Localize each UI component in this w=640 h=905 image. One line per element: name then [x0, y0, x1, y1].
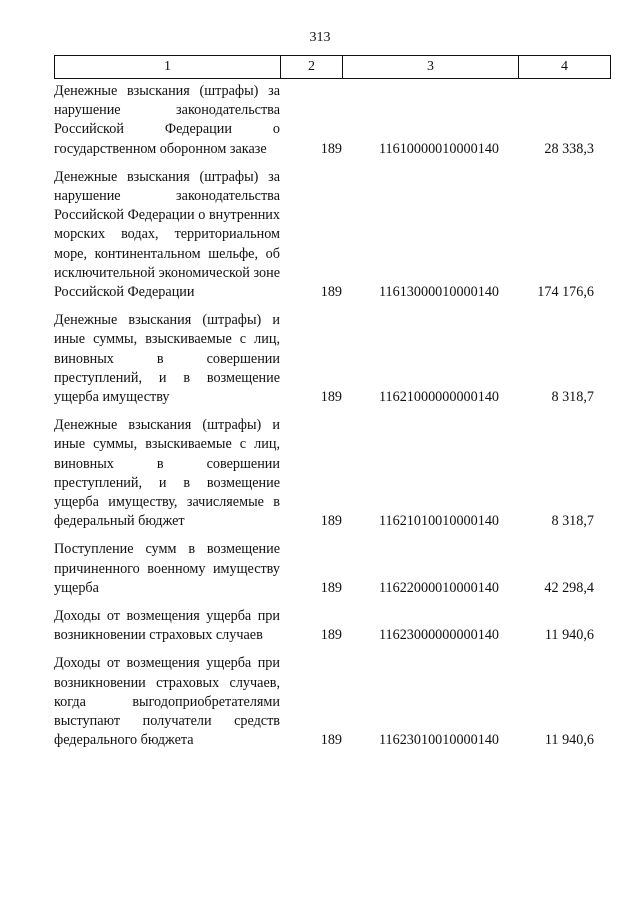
row-admin-code: 189 — [320, 627, 342, 644]
column-header-table — [54, 55, 611, 79]
table-body — [54, 82, 610, 760]
row-admin-code: 189 — [320, 389, 342, 406]
row-name: Денежные взыскания (штрафы) за нарушение законодательства Российской Федерации о государственном оборонном заказе — [54, 83, 280, 157]
row-revenue-code: 11622000010000140 — [378, 579, 500, 596]
row-amount: 11 940,6 — [544, 732, 594, 749]
table-row — [54, 540, 610, 598]
row-admin-code: 189 — [320, 140, 342, 157]
table-row — [54, 168, 610, 302]
row-name: Денежные взыскания (штрафы) и иные суммы, взыскиваемые с лиц, виновных в совершении преступлений, и в возмещение ущерба имуществу, зачисляемые в федеральный бюджет — [54, 417, 280, 530]
table-row — [54, 654, 610, 750]
header-col-2: 2 — [281, 56, 343, 79]
row-amount: 42 298,4 — [544, 579, 594, 596]
row-admin-code: 189 — [320, 579, 342, 596]
row-name: Денежные взыскания (штрафы) и иные суммы, взыскиваемые с лиц, виновных в совершении преступлений, и в возмещение ущерба имуществу — [54, 312, 280, 406]
page-number: 313 — [309, 30, 331, 45]
row-revenue-code: 11610000010000140 — [378, 140, 500, 157]
table-row — [54, 416, 610, 531]
row-amount: 174 176,6 — [537, 284, 594, 301]
row-admin-code: 189 — [320, 513, 342, 530]
table-row — [54, 82, 610, 159]
row-revenue-code: 11621000000000140 — [378, 389, 500, 406]
row-revenue-code: 11623000000000140 — [378, 627, 500, 644]
table-row — [54, 607, 610, 645]
row-admin-code: 189 — [320, 732, 342, 749]
header-col-3: 3 — [343, 56, 519, 79]
row-revenue-code: 11613000010000140 — [378, 284, 500, 301]
header-row — [55, 56, 611, 79]
row-admin-code: 189 — [320, 284, 342, 301]
row-name: Поступление сумм в возмещение причиненного военному имуществу ущерба — [54, 541, 280, 596]
row-revenue-code: 11623010010000140 — [378, 732, 500, 749]
row-amount: 8 318,7 — [551, 513, 594, 530]
header-col-1: 1 — [55, 56, 281, 79]
row-amount: 11 940,6 — [544, 627, 594, 644]
row-name: Доходы от возмещения ущерба при возникновении страховых случаев — [54, 608, 280, 644]
row-revenue-code: 11621010010000140 — [378, 513, 500, 530]
table-row — [54, 311, 610, 407]
row-name: Денежные взыскания (штрафы) за нарушение законодательства Российской Федерации о внутренних морских водах, территориальном море, континентальном шельфе, об исключительной экономической зоне Российской Федерации — [54, 168, 280, 301]
row-amount: 8 318,7 — [551, 389, 594, 406]
row-name: Доходы от возмещения ущерба при возникновении страховых случаев, когда выгодоприобретателями выступают получатели средств федерального бюджета — [54, 655, 280, 749]
row-amount: 28 338,3 — [544, 140, 594, 157]
header-col-4: 4 — [519, 56, 611, 79]
